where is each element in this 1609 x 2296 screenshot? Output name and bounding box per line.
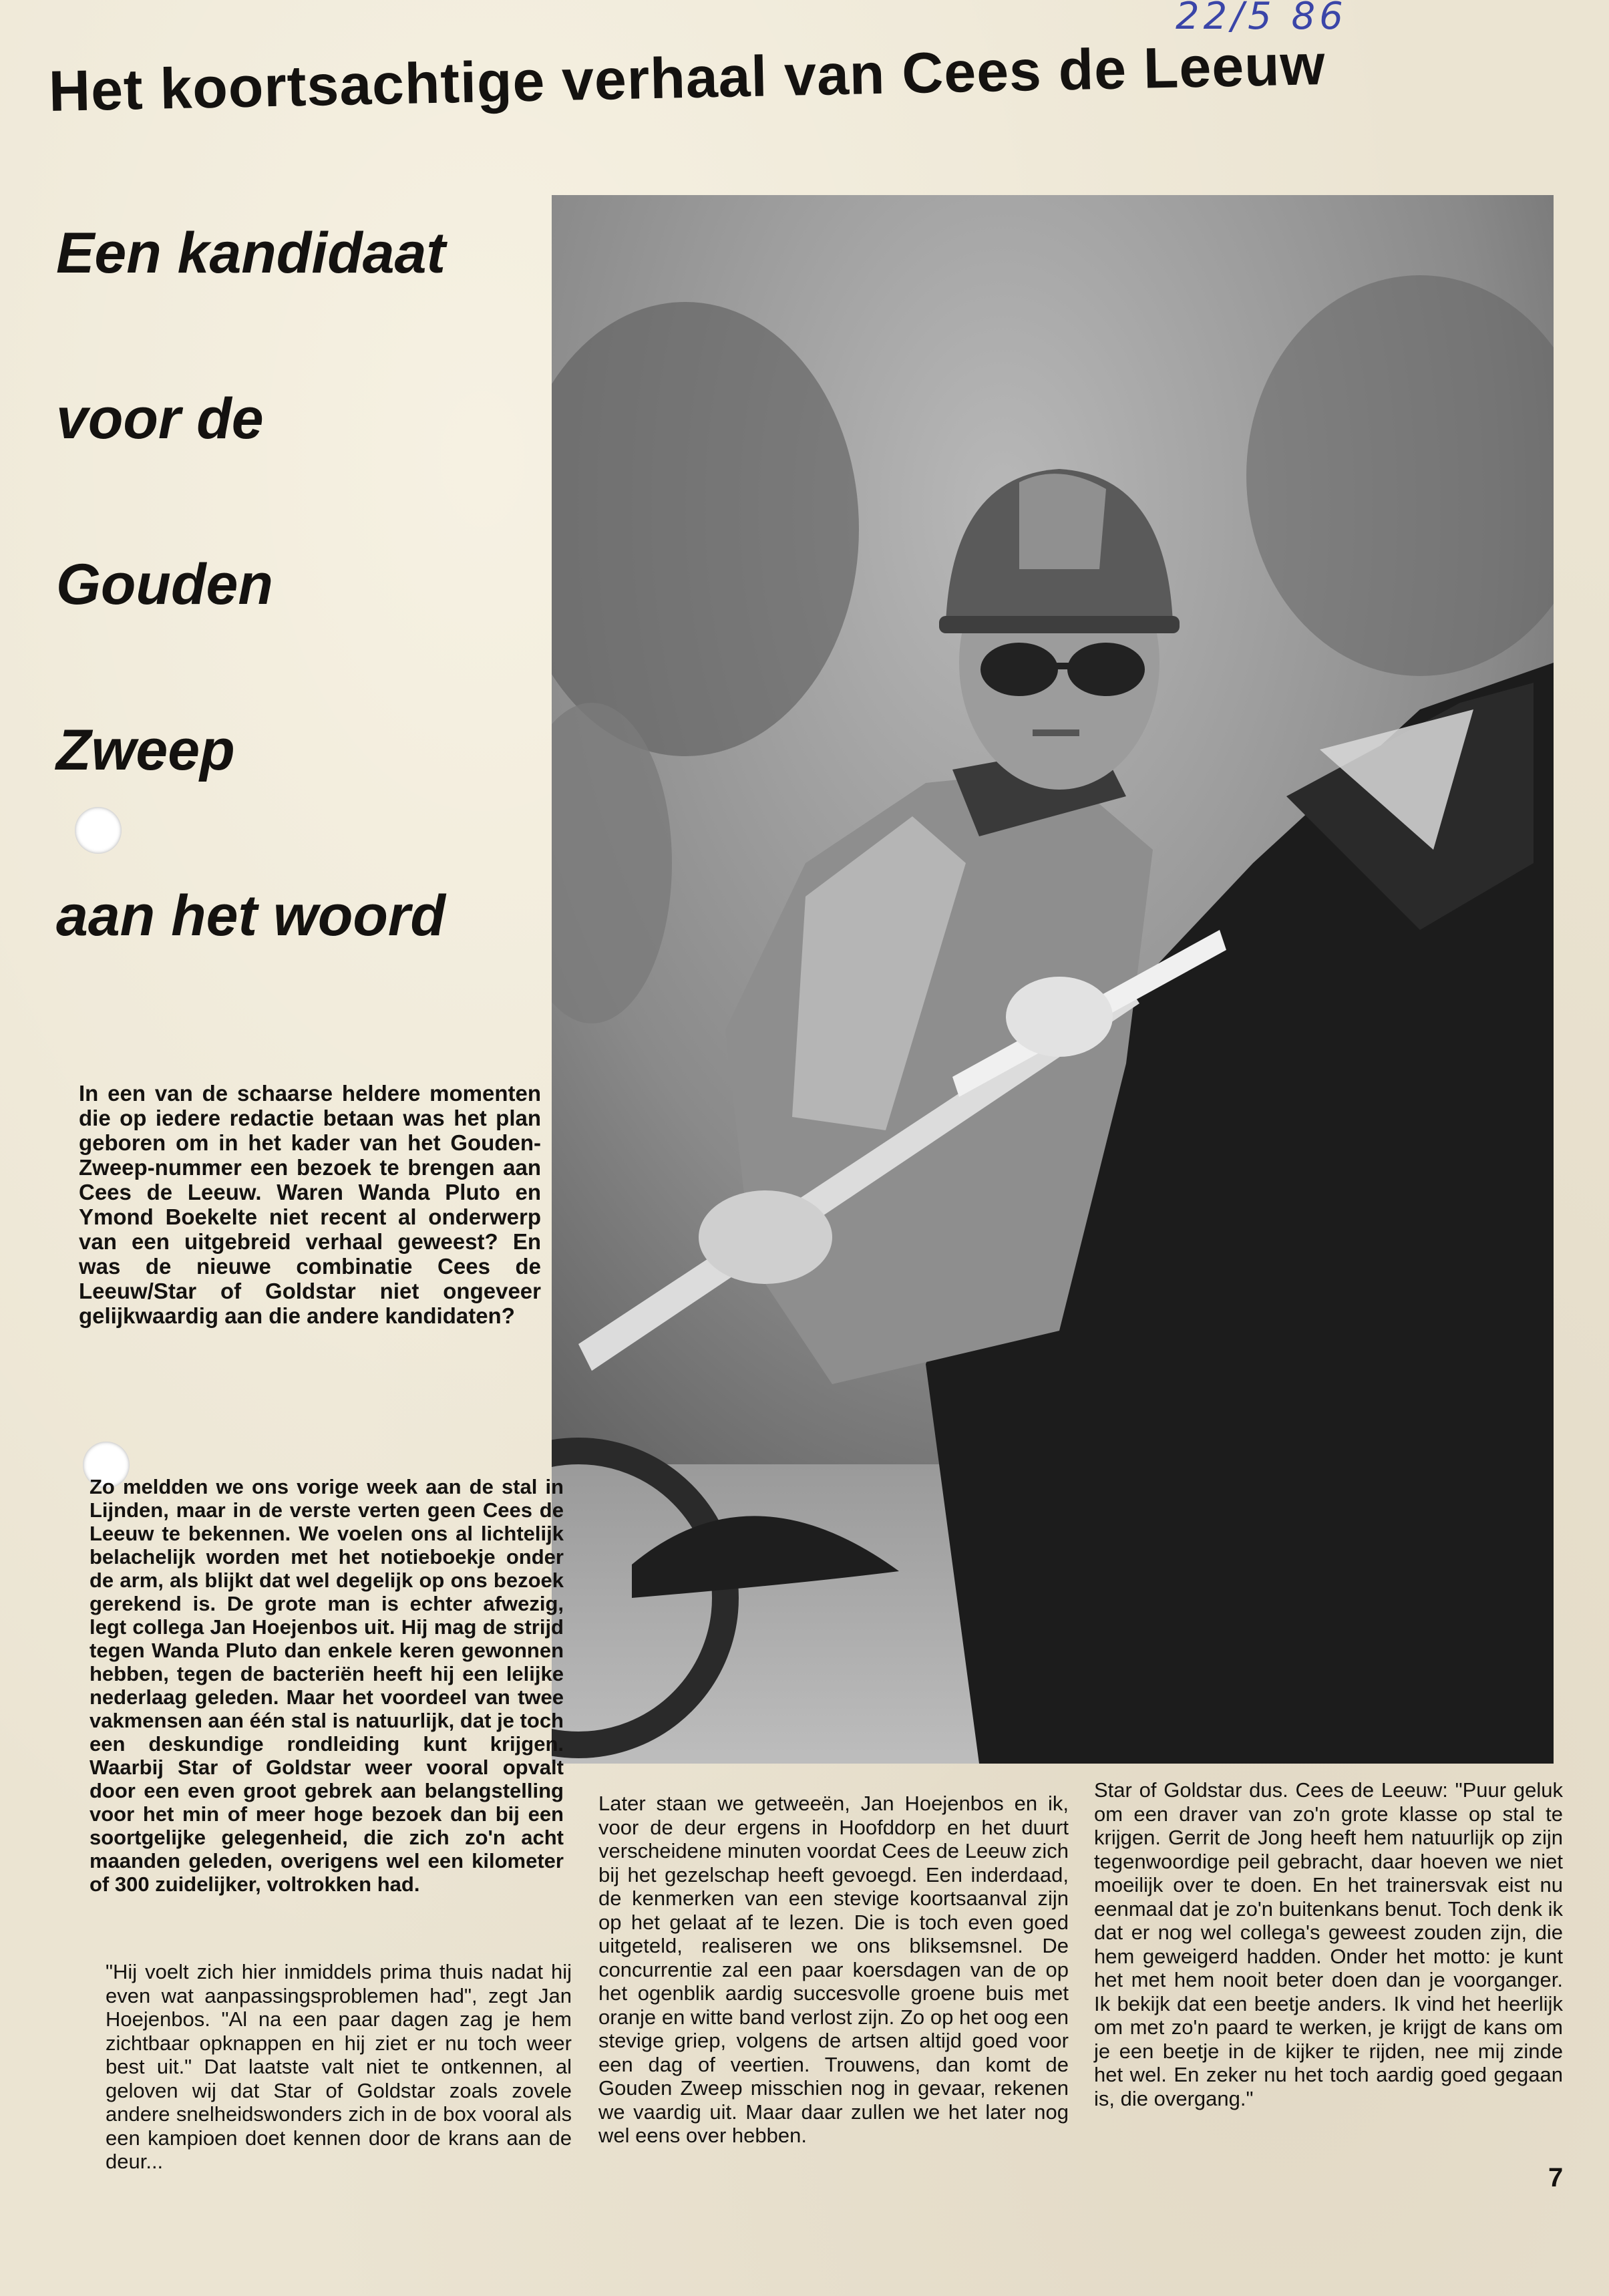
subtitle-line-4: Zweep: [56, 718, 235, 782]
page-number: 7: [1548, 2163, 1564, 2192]
body-paragraph-quote: "Hij voelt zich hier inmiddels prima thuis nadat hij even wat aanpassingsproblemen had", zegt Jan Hoejenbos. "Al na een paar dagen zag je hem zichtbaar opknappen en hij ziet er nu toch weer best uit." Dat laatste valt niet te ontkennen, al geloven wij dat Star of Goldstar zoals zovele andere snelheidswonders zich in de box vooral als een kampioen doet kennen door de krans aan de deur...: [106, 1960, 572, 2173]
photo-driver-harness-racing: [552, 195, 1554, 1764]
headline: Het koortsachtige verhaal van Cees de Leeuw: [48, 32, 1326, 124]
subtitle-line-3: Gouden: [56, 552, 273, 617]
punch-hole-top: [75, 807, 122, 854]
column-middle-paragraph: Later staan we getweeën, Jan Hoejenbos en ik, voor de deur ergens in Hoofddorp en het duurt verscheidene minuten voordat Cees de Leeuw zich bij het gezelschap heeft gevoegd. Een inderdaad, de kenmerken van een stevige koortsaanval zijn op het gelaat af te lezen. Die is toch even goed uitgeteld, realiseren we ons bliksemsnel. De concurrentie zal een paar koersdagen van de op het ogenblik aardig succesvolle groene buis met oranje en witte band verlost zijn. Zo op het oog een stevige griep, volgens de artsen altijd goed voor een dag of veertien. Trouwens, dan komt de Gouden Zweep misschien nog in gevaar, rekenen we vaardig uit. Maar daar zullen we het later nog wel eens over hebben.: [598, 1792, 1069, 2147]
subtitle-line-2: voor de: [56, 387, 264, 451]
handwritten-date-note: 22/5 86: [1176, 0, 1347, 38]
column-right-paragraph: Star of Goldstar dus. Cees de Leeuw: "Puur geluk om een draver van zo'n grote klasse op stal te krijgen. Gerrit de Jong heeft hem natuurlijk op zijn tegenwoordige peil gebracht, daar hoeven we niet moeilijk over te doen. En het trainersvak eist nu eenmaal dat je zo'n buitenkans benut. Toch denk ik dat er nog wel collega's geweest zouden zijn, die hem geweigerd hadden. Onder het motto: je kunt het met hem nooit beter doen dan je voorganger. Ik bekijk dat een beetje anders. Ik vind het heerlijk om met zo'n paard te werken, je krijgt de kans om je een beetje in de kijker te rijden, nee mij zinde het wel. En zeker nu het toch aardig goed gegaan is, die overgang.": [1094, 1778, 1563, 2110]
body-paragraph-bold: Zo meldden we ons vorige week aan de stal in Lijnden, maar in de verste verten geen Cees de Leeuw te bekennen. We voelen ons al lichtelijk belachelijk worden met het notieboekje onder de arm, als blijkt dat wel degelijk op ons bezoek gerekend is. De grote man is echter afwezig, legt collega Jan Hoejenbos uit. Hij mag de strijd tegen Wanda Pluto dan enkele keren gewonnen hebben, tegen de bacteriën heeft hij een lelijke nederlaag geleden. Maar het voordeel van twee vakmensen aan één stal is natuurlijk, dat je toch een deskundige rondleiding kunt krijgen. Waarbij Star of Goldstar weer vooral opvalt door een even groot gebrek aan belangstelling voor het min of meer hoge bezoek dan bij een soortgelijke gelegenheid, die zich zo'n acht maanden geleden, overigens wel een kilometer of 300 zuidelijker, voltrokken had.: [90, 1475, 564, 1896]
subtitle-line-5: aan het woord: [56, 884, 445, 948]
subtitle-line-1: Een kandidaat: [56, 221, 446, 285]
intro-paragraph: In een van de schaarse heldere momenten die op iedere redactie betaan was het plan geboren om in het kader van het Gouden-Zweep-nummer een bezoek te brengen aan Cees de Leeuw. Waren Wanda Pluto en Ymond Boekelte niet recent al onderwerp van een uitgebreid verhaal geweest? En was de nieuwe combinatie Cees de Leeuw/Star of Goldstar niet ongeveer gelijkwaardig aan die andere kandidaten?: [79, 1081, 541, 1328]
